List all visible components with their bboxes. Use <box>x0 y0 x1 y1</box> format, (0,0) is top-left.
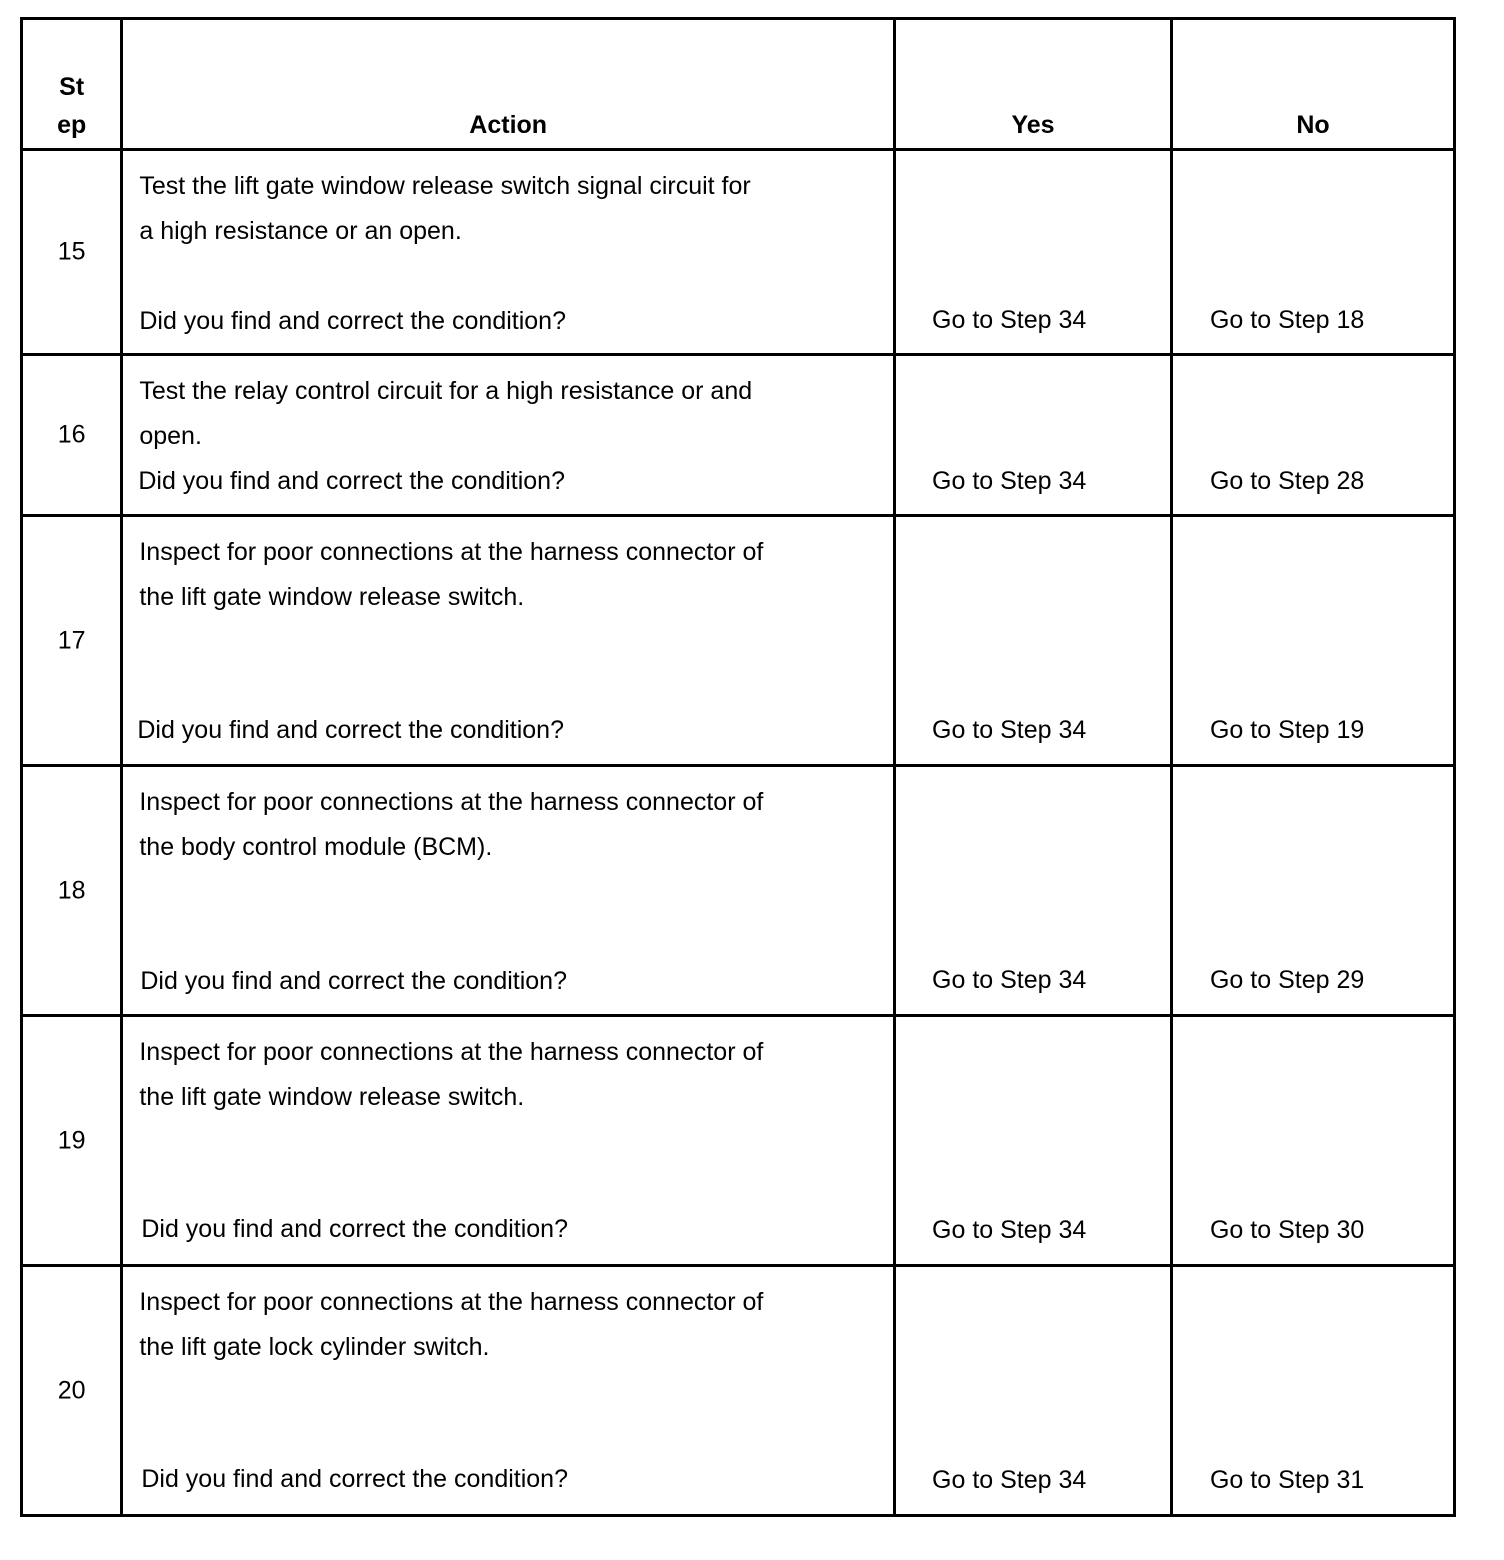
action-question: Did you find and correct the condition? <box>140 967 567 995</box>
no-cell <box>1171 1016 1454 1266</box>
no-cell <box>1171 150 1454 355</box>
action-line: the lift gate window release switch. <box>139 583 525 611</box>
action-cell <box>122 516 895 766</box>
header-step-label: St ep <box>57 73 87 139</box>
yes-cell <box>895 1016 1172 1266</box>
action-question: Did you find and correct the condition? <box>138 467 565 495</box>
action-cell <box>122 766 895 1016</box>
action-line: Inspect for poor connections at the harness connector of <box>139 1038 764 1066</box>
header-no-label: No <box>1296 111 1330 139</box>
header-yes-label: Yes <box>1011 111 1055 139</box>
table-row <box>22 1266 1455 1516</box>
action-line: the lift gate lock cylinder switch. <box>139 1333 490 1361</box>
no-answer: Go to Step 18 <box>1209 306 1365 334</box>
step-number: 15 <box>57 237 86 266</box>
header-row <box>22 19 1455 150</box>
step-number: 19 <box>57 1126 86 1154</box>
header-no <box>1171 19 1454 150</box>
table-row <box>22 516 1455 766</box>
header-yes <box>895 19 1172 150</box>
step-cell <box>22 355 122 516</box>
yes-answer: Go to Step 34 <box>932 1216 1087 1244</box>
table-row <box>22 1016 1455 1266</box>
no-cell <box>1171 1266 1454 1516</box>
no-cell <box>1171 355 1454 516</box>
yes-answer: Go to Step 34 <box>932 467 1087 495</box>
action-question: Did you find and correct the condition? <box>139 307 566 335</box>
no-answer: Go to Step 29 <box>1209 966 1365 994</box>
step-number: 17 <box>57 626 86 654</box>
yes-answer: Go to Step 34 <box>932 306 1087 334</box>
step-number: 16 <box>57 420 86 449</box>
action-line: a high resistance or an open. <box>139 217 462 245</box>
yes-answer: Go to Step 34 <box>932 966 1087 994</box>
action-line: open. <box>139 422 202 450</box>
header-step <box>22 19 122 150</box>
no-cell <box>1171 766 1454 1016</box>
header-action <box>122 19 895 150</box>
yes-answer: Go to Step 34 <box>932 1466 1087 1494</box>
step-cell <box>22 1266 122 1516</box>
no-answer: Go to Step 30 <box>1209 1216 1365 1244</box>
header-action-label: Action <box>469 111 548 139</box>
step-number: 20 <box>57 1376 86 1404</box>
action-cell <box>122 355 895 516</box>
yes-answer: Go to Step 34 <box>932 716 1087 744</box>
action-cell <box>122 1016 895 1266</box>
table-row <box>22 355 1455 516</box>
action-line: Inspect for poor connections at the harness connector of <box>139 538 764 566</box>
action-line: Inspect for poor connections at the harness connector of <box>139 1288 764 1316</box>
action-question: Did you find and correct the condition? <box>141 1215 568 1243</box>
step-cell <box>22 1016 122 1266</box>
yes-cell <box>895 516 1172 766</box>
step-cell <box>22 150 122 355</box>
yes-cell <box>895 1266 1172 1516</box>
yes-cell <box>895 150 1172 355</box>
diagnostic-table <box>20 17 1456 1517</box>
action-question: Did you find and correct the condition? <box>137 716 564 744</box>
action-line: Test the relay control circuit for a high resistance or and <box>139 377 753 405</box>
no-cell <box>1171 516 1454 766</box>
action-question: Did you find and correct the condition? <box>141 1465 568 1493</box>
yes-cell <box>895 355 1172 516</box>
action-cell <box>122 150 895 355</box>
table-row <box>22 766 1455 1016</box>
action-cell <box>122 1266 895 1516</box>
table-row <box>22 150 1455 355</box>
yes-cell <box>895 766 1172 1016</box>
action-line: Test the lift gate window release switch signal circuit for <box>139 172 751 200</box>
action-line: the lift gate window release switch. <box>139 1083 525 1111</box>
no-answer: Go to Step 28 <box>1209 467 1365 495</box>
no-answer: Go to Step 19 <box>1209 716 1365 744</box>
step-number: 18 <box>57 876 86 904</box>
step-cell <box>22 766 122 1016</box>
action-line: Inspect for poor connections at the harness connector of <box>139 788 764 816</box>
no-answer: Go to Step 31 <box>1209 1466 1365 1494</box>
action-line: the body control module (BCM). <box>139 833 493 861</box>
step-cell <box>22 516 122 766</box>
